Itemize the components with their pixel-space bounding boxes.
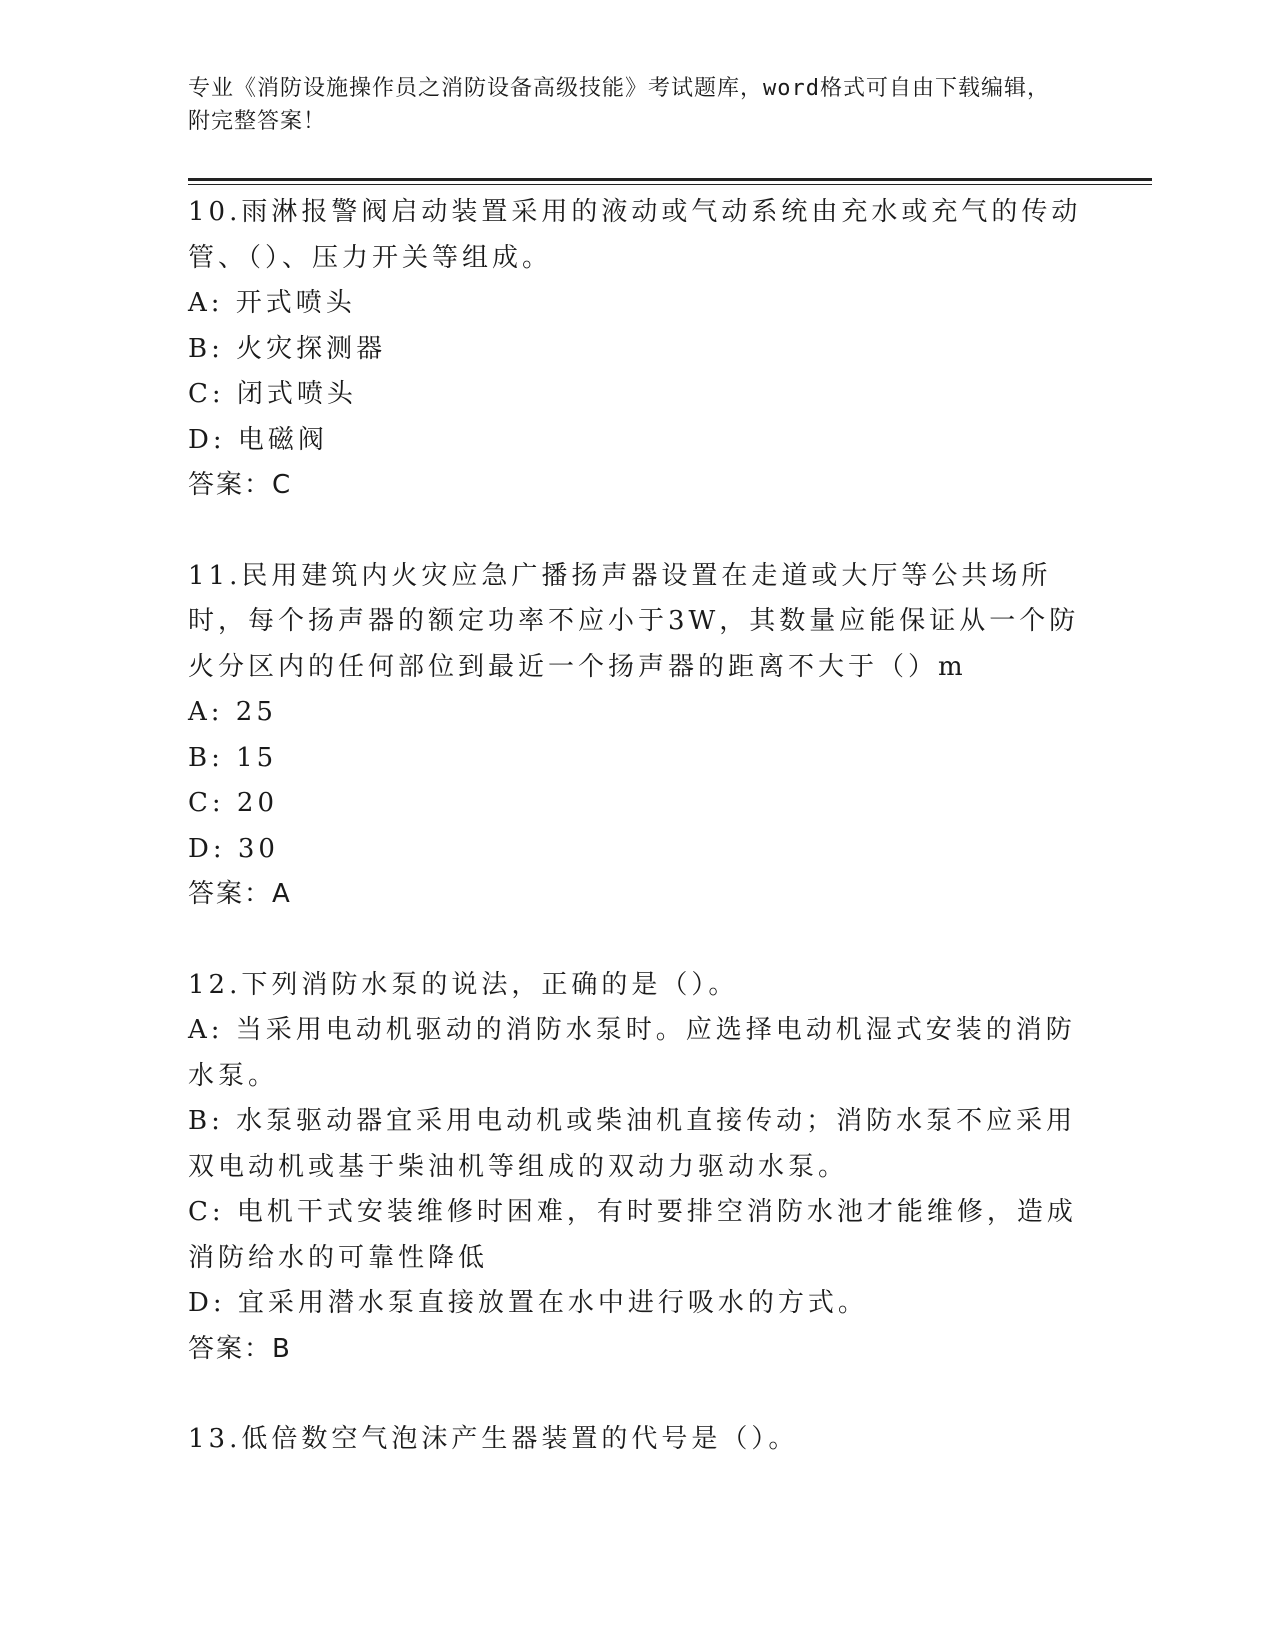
option-c: C: 20 [188,788,279,818]
option-d: D: 宜采用潜水泵直接放置在水中进行吸水的方式。 [188,1288,868,1318]
question-stem: 13.低倍数空气泡沫产生器装置的代号是（）。 [188,1424,799,1454]
answer-line: 答案：B [188,1333,292,1364]
option-a: A: 开式喷头 [188,288,356,318]
question-10 [188,190,1083,509]
question-13 [188,1417,1083,1463]
option-d: D: 电磁阀 [188,424,328,455]
option-b: B: 水泵驱动器宜采用电动机或柴油机直接传动；消防水泵不应采用双电动机或基于柴油机等组成的双动力驱动水泵。 [188,1106,1077,1182]
option-a: A: 当采用电动机驱动的消防水泵时。应选择电动机湿式安装的消防水泵。 [188,1015,1076,1091]
option-b: B: 火灾探测器 [188,333,387,364]
answer-line: 答案：A [188,879,292,909]
option-b: B: 15 [188,742,278,773]
option-a: A: 25 [188,697,277,727]
question-stem: 11.民用建筑内火灾应急广播扬声器设置在走道或大厅等公共场所时，每个扬声器的额定功率不应小于3W，其数量应能保证从一个防火分区内的任何部位到最近一个扬声器的距离不大于（）m [188,560,1080,682]
option-c: C: 电机干式安装维修时困难，有时要排空消防水池才能维修，造成消防给水的可靠性降低 [188,1197,1077,1273]
question-stem: 12.下列消防水泵的说法，正确的是（）。 [188,969,739,1000]
document-header: 专业《消防设施操作员之消防设备高级技能》考试题库，word格式可自由下载编辑，附完整答案！ [188,76,1050,134]
option-d: D: 30 [188,833,279,864]
option-c: C: 闭式喷头 [188,379,357,409]
question-stem: 10.雨淋报警阀启动装置采用的液动或气动系统由充水或充气的传动管、（）、压力开关等组成。 [188,197,1082,273]
answer-line: 答案：C [188,470,293,500]
header-divider-thick [188,178,1152,181]
question-11 [188,554,1083,918]
question-12 [188,963,1083,1373]
question-list [188,190,1083,1508]
header-divider-thin [188,184,1152,185]
